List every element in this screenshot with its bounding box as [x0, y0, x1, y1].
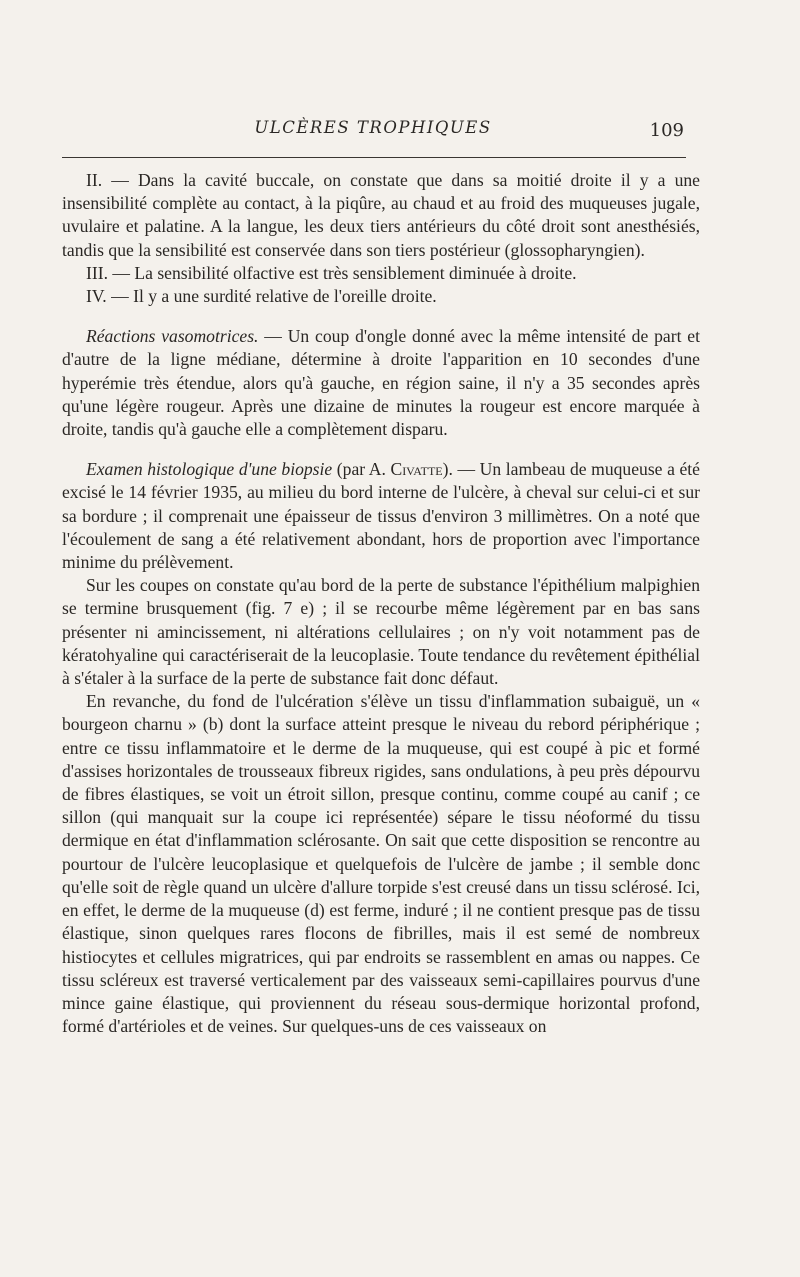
- paragraph-inflammation: En revanche, du fond de l'ulcération s'élève un tissu d'inflammation subaiguë, un « bourgeon charnu » (b) dont la surface atteint presque le niveau du rebord périphérique ; entre ce tissu inflammatoire et le derme de la muqueuse, qui est coupé à pic et formé d'assises horizontales de trousseaux fibreux rigides, sans ondulations, à peu près dépourvu de fibres élastiques, se voit un étroit sillon, presque continu, comme coupé au canif ; ce sillon (qui manquait sur la coupe ici représentée) sépare le tissu néoformé du tissu dermique en état d'inflammation sclérosante. On sait que cette disposition se rencontre au pourtour de l'ulcère leucoplasique et quelquefois de l'ulcère de jambe ; il semble donc qu'elle soit de règle quand un ulcère d'allure torpide s'est creusé dans un tissu sclérosé. Ici, en effet, le derme de la muqueuse (d) est ferme, induré ; il ne contient presque pas de tissu élastique, sinon quelques rares flocons de fibrilles, mais il est semé de nombreux histiocytes et cellules migratrices, qui par endroits se rassemblent en amas ou nappes. Ce tissu scléreux est traversé verticalement par des vaisseaux semi-capillaires pourvus d'une mince gaine élastique, qui proviennent du réseau sous-dermique horizontal profond, formé d'artérioles et de veines. Sur quelques-uns de ces vaisseaux on: [62, 691, 700, 1037]
- paragraph-cranial-nerve-iii: III. — La sensibilité olfactive est très sensiblement diminuée à droite.: [86, 262, 577, 283]
- biopsy-author-prefix: (par A.: [332, 459, 391, 480]
- header-rule: [62, 157, 686, 158]
- paragraph-epithelium: Sur les coupes on constate qu'au bord de la perte de substance l'épithélium malpighien se termine brusquement (fig. 7 e) ; il se recourbe même légèrement par en bas sans présenter ni amincissement, ni altérations cellulaires ; on n'y voit notamment pas de kératohyaline qui caractériserait de la leucoplasie. Toute tendance du revêtement épithélial à s'étaler à la surface de la perte de substance fait donc défaut.: [62, 575, 700, 689]
- biopsy-author: Civatte: [390, 459, 443, 480]
- section-heading-histology: Examen histologique d'une biopsie: [86, 459, 333, 480]
- paragraph-vasomotor-reactions: [62, 325, 700, 441]
- running-title: ULCÈRES TROPHIQUES: [254, 118, 492, 137]
- body-text: [62, 169, 700, 1038]
- paragraph-cranial-nerve-iv: IV. — Il y a une surdité relative de l'oreille droite.: [86, 286, 437, 307]
- vasomotor-text: — Un coup d'ongle donné avec la même intensité de part et d'autre de la ligne médiane, détermine à droite l'apparition en 10 secondes d'une hyperémie très étendue, alors qu'à gauche, en région saine, il n'y a 35 secondes après qu'une légère rougeur. Après une dizaine de minutes la rougeur est encore marquée à droite, tandis qu'à gauche elle a complètement disparu.: [62, 326, 700, 440]
- paragraph-biopsy: [62, 458, 700, 574]
- page-number: 109: [649, 120, 684, 141]
- section-heading-vasomotor: Réactions vasomotrices.: [86, 326, 259, 347]
- biopsy-text: ). — Un lambeau de muqueuse a été excisé le 14 février 1935, au milieu du bord interne de l'ulcère, à cheval sur celui-ci et sur sa bordure ; il comprenait une épaisseur de tissus d'environ 3 millimètres. On a noté que l'écoulement de sang a été relativement abondant, hors de proportion avec l'importance minime du prélèvement.: [62, 459, 700, 573]
- page-header: [62, 118, 684, 146]
- paragraph-cranial-nerve-ii: II. — Dans la cavité buccale, on constate que dans sa moitié droite il y a une insensibilité complète au contact, à la piqûre, au chaud et au froid des muqueuses jugale, uvulaire et palatine. A la langue, les deux tiers antérieurs du côté droit sont anesthésiés, tandis que la sensibilité est conservée dans son tiers postérieur (glossopharyngien).: [62, 170, 700, 260]
